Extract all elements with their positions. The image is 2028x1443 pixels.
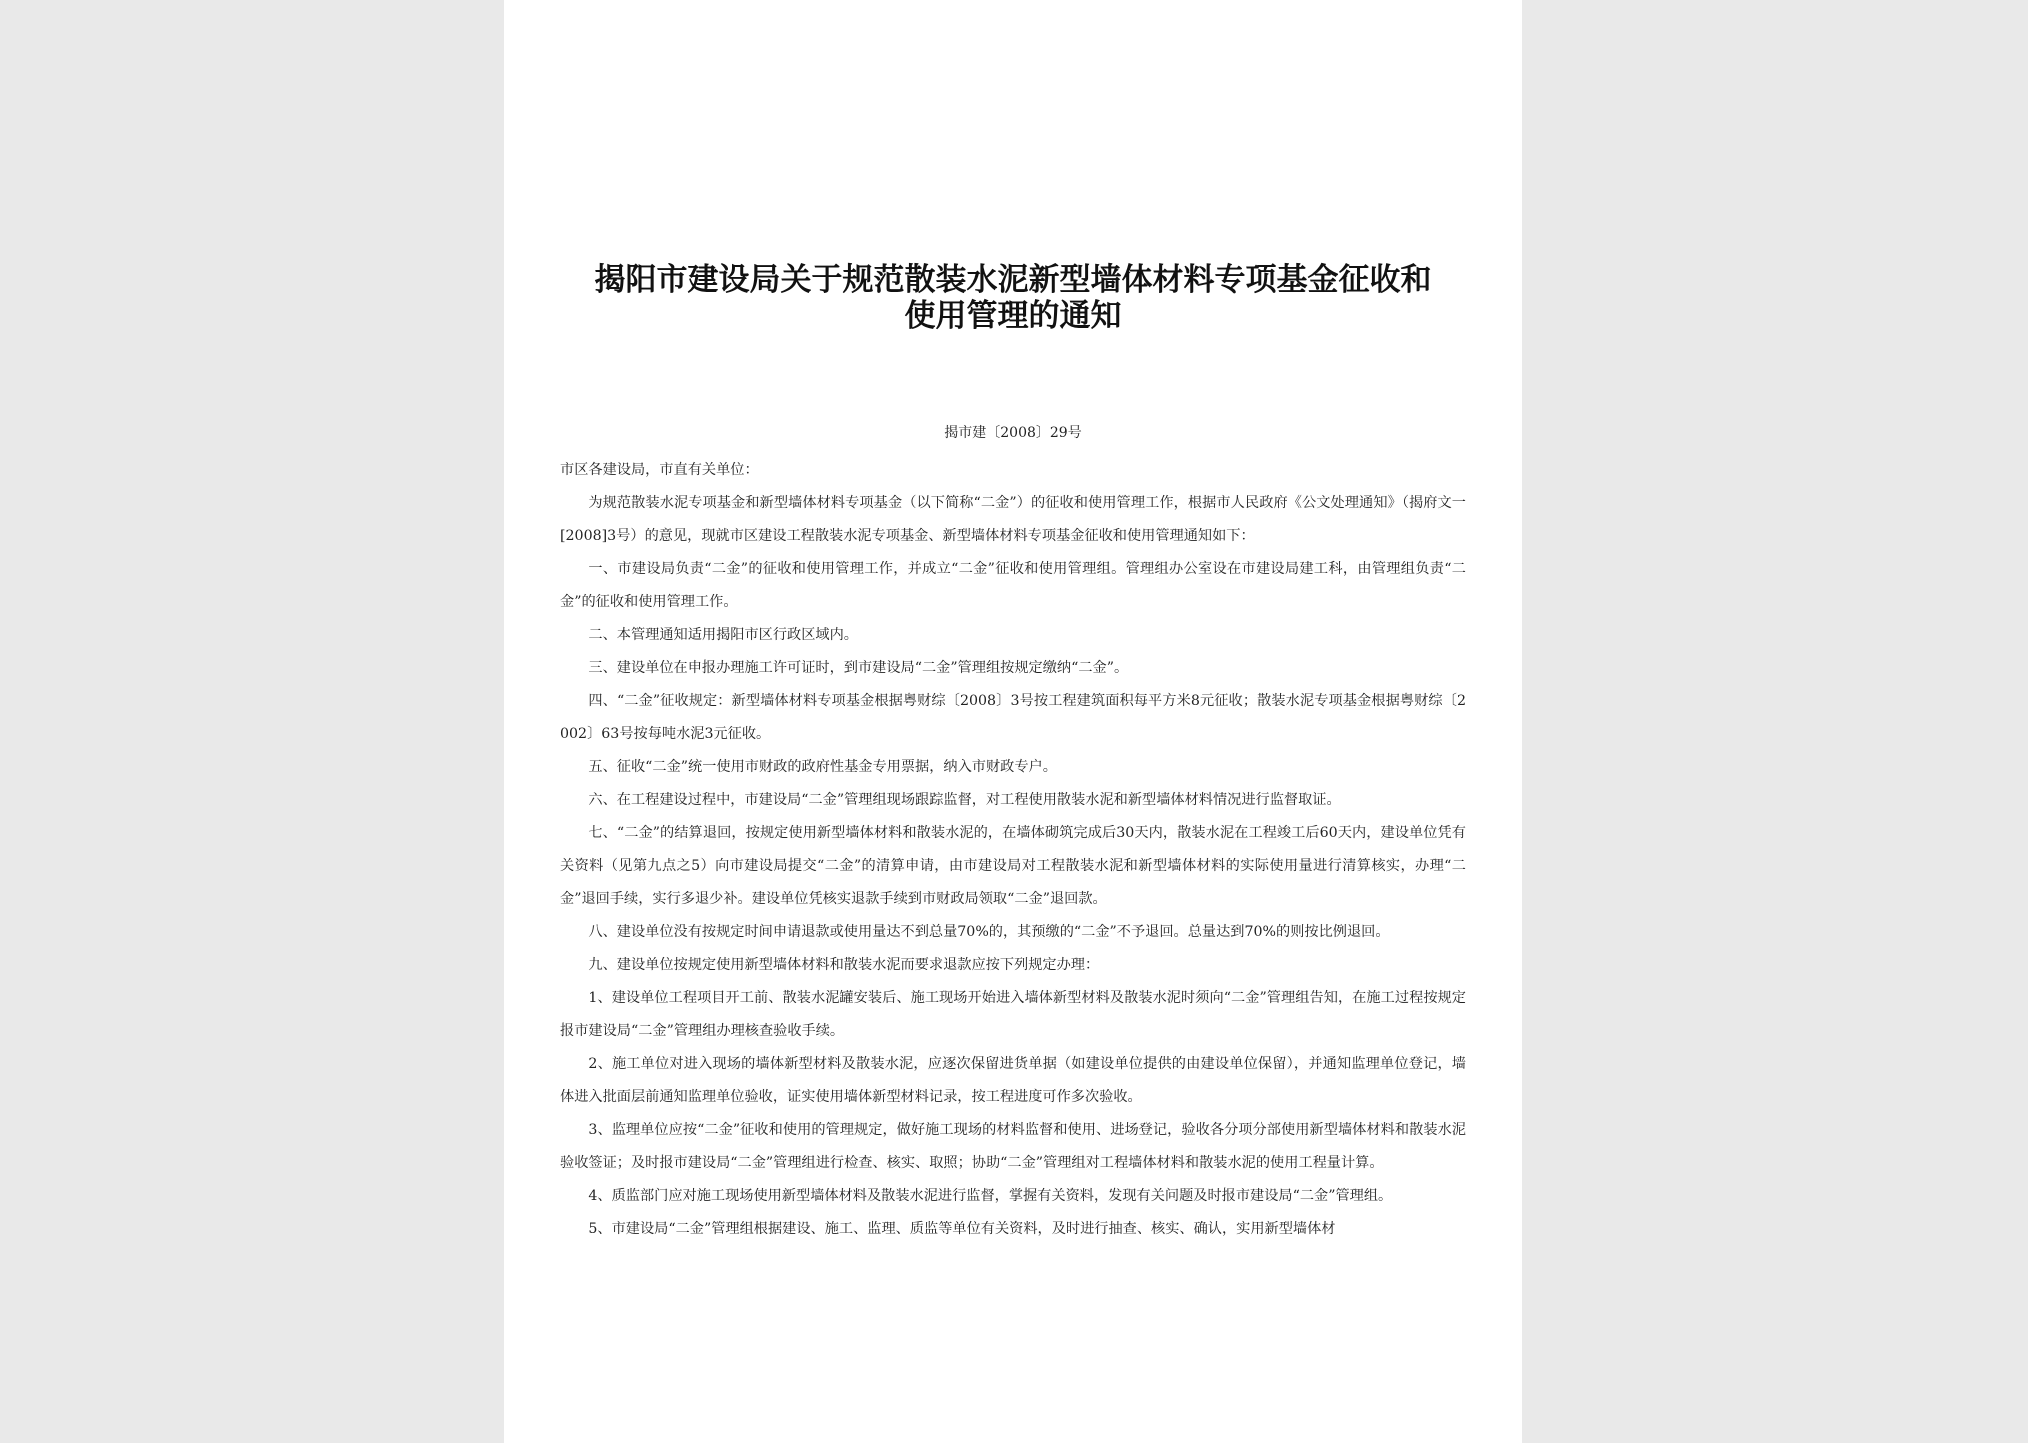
document-title: 揭阳市建设局关于规范散装水泥新型墙体材料专项基金征收和使用管理的通知 [594, 262, 1432, 334]
document-body [560, 454, 1466, 1246]
document-number: 揭市建〔2008〕29号 [944, 425, 1082, 441]
paragraph-item-3: 三、建设单位在申报办理施工许可证时，到市建设局“二金”管理组按规定缴纳“二金”。 [588, 660, 1129, 676]
paragraph-item-5: 五、征收“二金”统一使用市财政的政府性基金专用票据，纳入市财政专户。 [588, 759, 1057, 775]
paragraph-sub-3: 3、监理单位应按“二金”征收和使用的管理规定，做好施工现场的材料监督和使用、进场登记，验收各分项分部使用新型墙体材料和散装水泥验收签证；及时报市建设局“二金”管理组进行检查、核实、取照；协助“二金”管理组对工程墙体材料和散装水泥的使用工程量计算。 [560, 1122, 1466, 1171]
paragraph-item-2: 二、本管理通知适用揭阳市区行政区域内。 [588, 627, 858, 643]
paragraph-item-6: 六、在工程建设过程中，市建设局“二金”管理组现场跟踪监督，对工程使用散装水泥和新型墙体材料情况进行监督取证。 [588, 792, 1341, 808]
paragraph-sub-5: 5、市建设局“二金”管理组根据建设、施工、监理、质监等单位有关资料，及时进行抽查、核实、确认，实用新型墙体材 [588, 1221, 1336, 1237]
paragraph-sub-2: 2、施工单位对进入现场的墙体新型材料及散装水泥，应逐次保留进货单据（如建设单位提供的由建设单位保留），并通知监理单位登记，墙体进入批面层前通知监理单位验收，证实使用墙体新型材料记录，按工程进度可作多次验收。 [560, 1056, 1466, 1105]
document-page [504, 0, 1522, 1443]
paragraph-item-4: 四、“二金”征收规定：新型墙体材料专项基金根据粤财综〔2008〕3号按工程建筑面积每平方米8元征收；散装水泥专项基金根据粤财综〔2002〕63号按每吨水泥3元征收。 [560, 693, 1466, 742]
paragraph-item-8: 八、建设单位没有按规定时间申请退款或使用量达不到总量70%的，其预缴的“二金”不予退回。总量达到70%的则按比例退回。 [588, 924, 1390, 940]
paragraph-sub-1: 1、建设单位工程项目开工前、散装水泥罐安装后、施工现场开始进入墙体新型材料及散装水泥时须向“二金”管理组告知，在施工过程按规定报市建设局“二金”管理组办理核查验收手续。 [560, 990, 1466, 1039]
paragraph-item-1: 一、市建设局负责“二金”的征收和使用管理工作，并成立“二金”征收和使用管理组。管理组办公室设在市建设局建工科，由管理组负责“二金”的征收和使用管理工作。 [560, 561, 1466, 610]
salutation: 市区各建设局，市直有关单位： [560, 462, 759, 478]
paragraph-sub-4: 4、质监部门应对施工现场使用新型墙体材料及散装水泥进行监督，掌握有关资料，发现有关问题及时报市建设局“二金”管理组。 [588, 1188, 1393, 1204]
paragraph-item-7: 七、“二金”的结算退回，按规定使用新型墙体材料和散装水泥的，在墙体砌筑完成后30天内，散装水泥在工程竣工后60天内，建设单位凭有关资料（见第九点之5）向市建设局提交“二金”的清算申请，由市建设局对工程散装水泥和新型墙体材料的实际使用量进行清算核实，办理“二金”退回手续，实行多退少补。建设单位凭核实退款手续到市财政局领取“二金”退回款。 [560, 825, 1466, 907]
paragraph-intro: 为规范散装水泥专项基金和新型墙体材料专项基金（以下简称“二金”）的征收和使用管理工作，根据市人民政府《公文处理通知》（揭府文一[2008]3号）的意见，现就市区建设工程散装水泥专项基金、新型墙体材料专项基金征收和使用管理通知如下： [560, 495, 1466, 544]
paragraph-item-9: 九、建设单位按规定使用新型墙体材料和散装水泥而要求退款应按下列规定办理： [588, 957, 1100, 973]
